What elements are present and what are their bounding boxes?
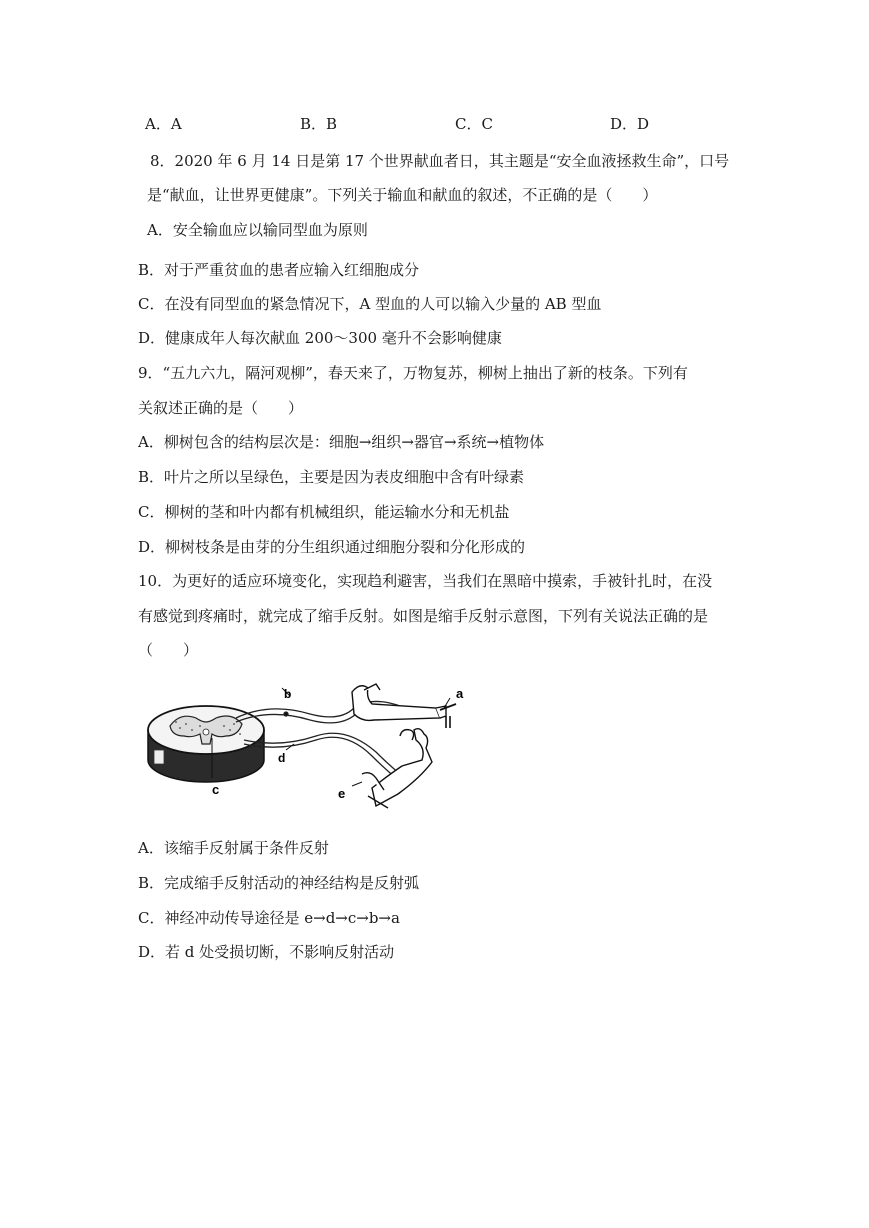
q9-option-d: D．柳树枝条是由芽的分生组织通过细胞分裂和分化形成的 xyxy=(138,538,526,556)
lower-arm xyxy=(362,729,432,808)
q8-option-d: D．健康成年人每次献血 200～300 毫升不会影响健康 xyxy=(138,329,502,347)
upper-hand xyxy=(352,684,456,728)
q9-stem-line-2: 关叙述正确的是（ ） xyxy=(138,399,304,417)
q10-stem-line-1: 10．为更好的适应环境变化，实现趋利避害，当我们在黑暗中摸索，手被针扎时，在没 xyxy=(138,572,713,590)
q10-option-c: C．神经冲动传导途径是 e→d→c→b→a xyxy=(138,909,400,927)
q8-stem-line-1: 8．2020 年 6 月 14 日是第 17 个世界献血者日，其主题是“安全血液拯救生命”，口号 xyxy=(150,152,730,170)
q9-option-a: A．柳树包含的结构层次是：细胞→组织→器官→系统→植物体 xyxy=(138,433,545,451)
q10-option-b: B．完成缩手反射活动的神经结构是反射弧 xyxy=(138,874,420,892)
q10-option-d: D．若 d 处受损切断，不影响反射活动 xyxy=(138,943,395,961)
figure-label-b: b xyxy=(284,687,292,701)
q9-stem-line-1: 9．“五九六九，隔河观柳”，春天来了，万物复苏，柳树上抽出了新的枝条。下列有 xyxy=(138,364,688,382)
q7-option-c: C．C xyxy=(455,115,493,133)
reflex-arc-figure xyxy=(140,678,470,813)
q7-option-b: B．B xyxy=(300,115,338,133)
figure-label-c: c xyxy=(212,782,220,797)
q8-option-b: B．对于严重贫血的患者应输入红细胞成分 xyxy=(138,261,420,279)
q7-option-d: D．D xyxy=(610,115,650,133)
q10-stem-line-2: 有感觉到疼痛时，就完成了缩手反射。如图是缩手反射示意图，下列有关说法正确的是 xyxy=(138,607,709,625)
q8-option-c: C．在没有同型血的紧急情况下，A 型血的人可以输入少量的 AB 型血 xyxy=(138,295,602,313)
q9-option-c: C．柳树的茎和叶内都有机械组织，能运输水分和无机盐 xyxy=(138,503,510,521)
q9-option-b: B．叶片之所以呈绿色，主要是因为表皮细胞中含有叶绿素 xyxy=(138,468,525,486)
q7-option-a: A．A xyxy=(145,115,182,133)
figure-label-e: e xyxy=(338,786,346,801)
q8-stem-line-2: 是“献血，让世界更健康”。下列关于输血和献血的叙述，不正确的是（ ） xyxy=(147,186,658,204)
q10-option-a: A．该缩手反射属于条件反射 xyxy=(138,839,329,857)
q8-option-a: A．安全输血应以输同型血为原则 xyxy=(147,221,368,239)
figure-label-d: d xyxy=(278,751,286,765)
q7-options xyxy=(0,113,869,133)
q10-stem-line-3: （ ） xyxy=(138,641,199,659)
figure-label-a: a xyxy=(456,686,464,701)
